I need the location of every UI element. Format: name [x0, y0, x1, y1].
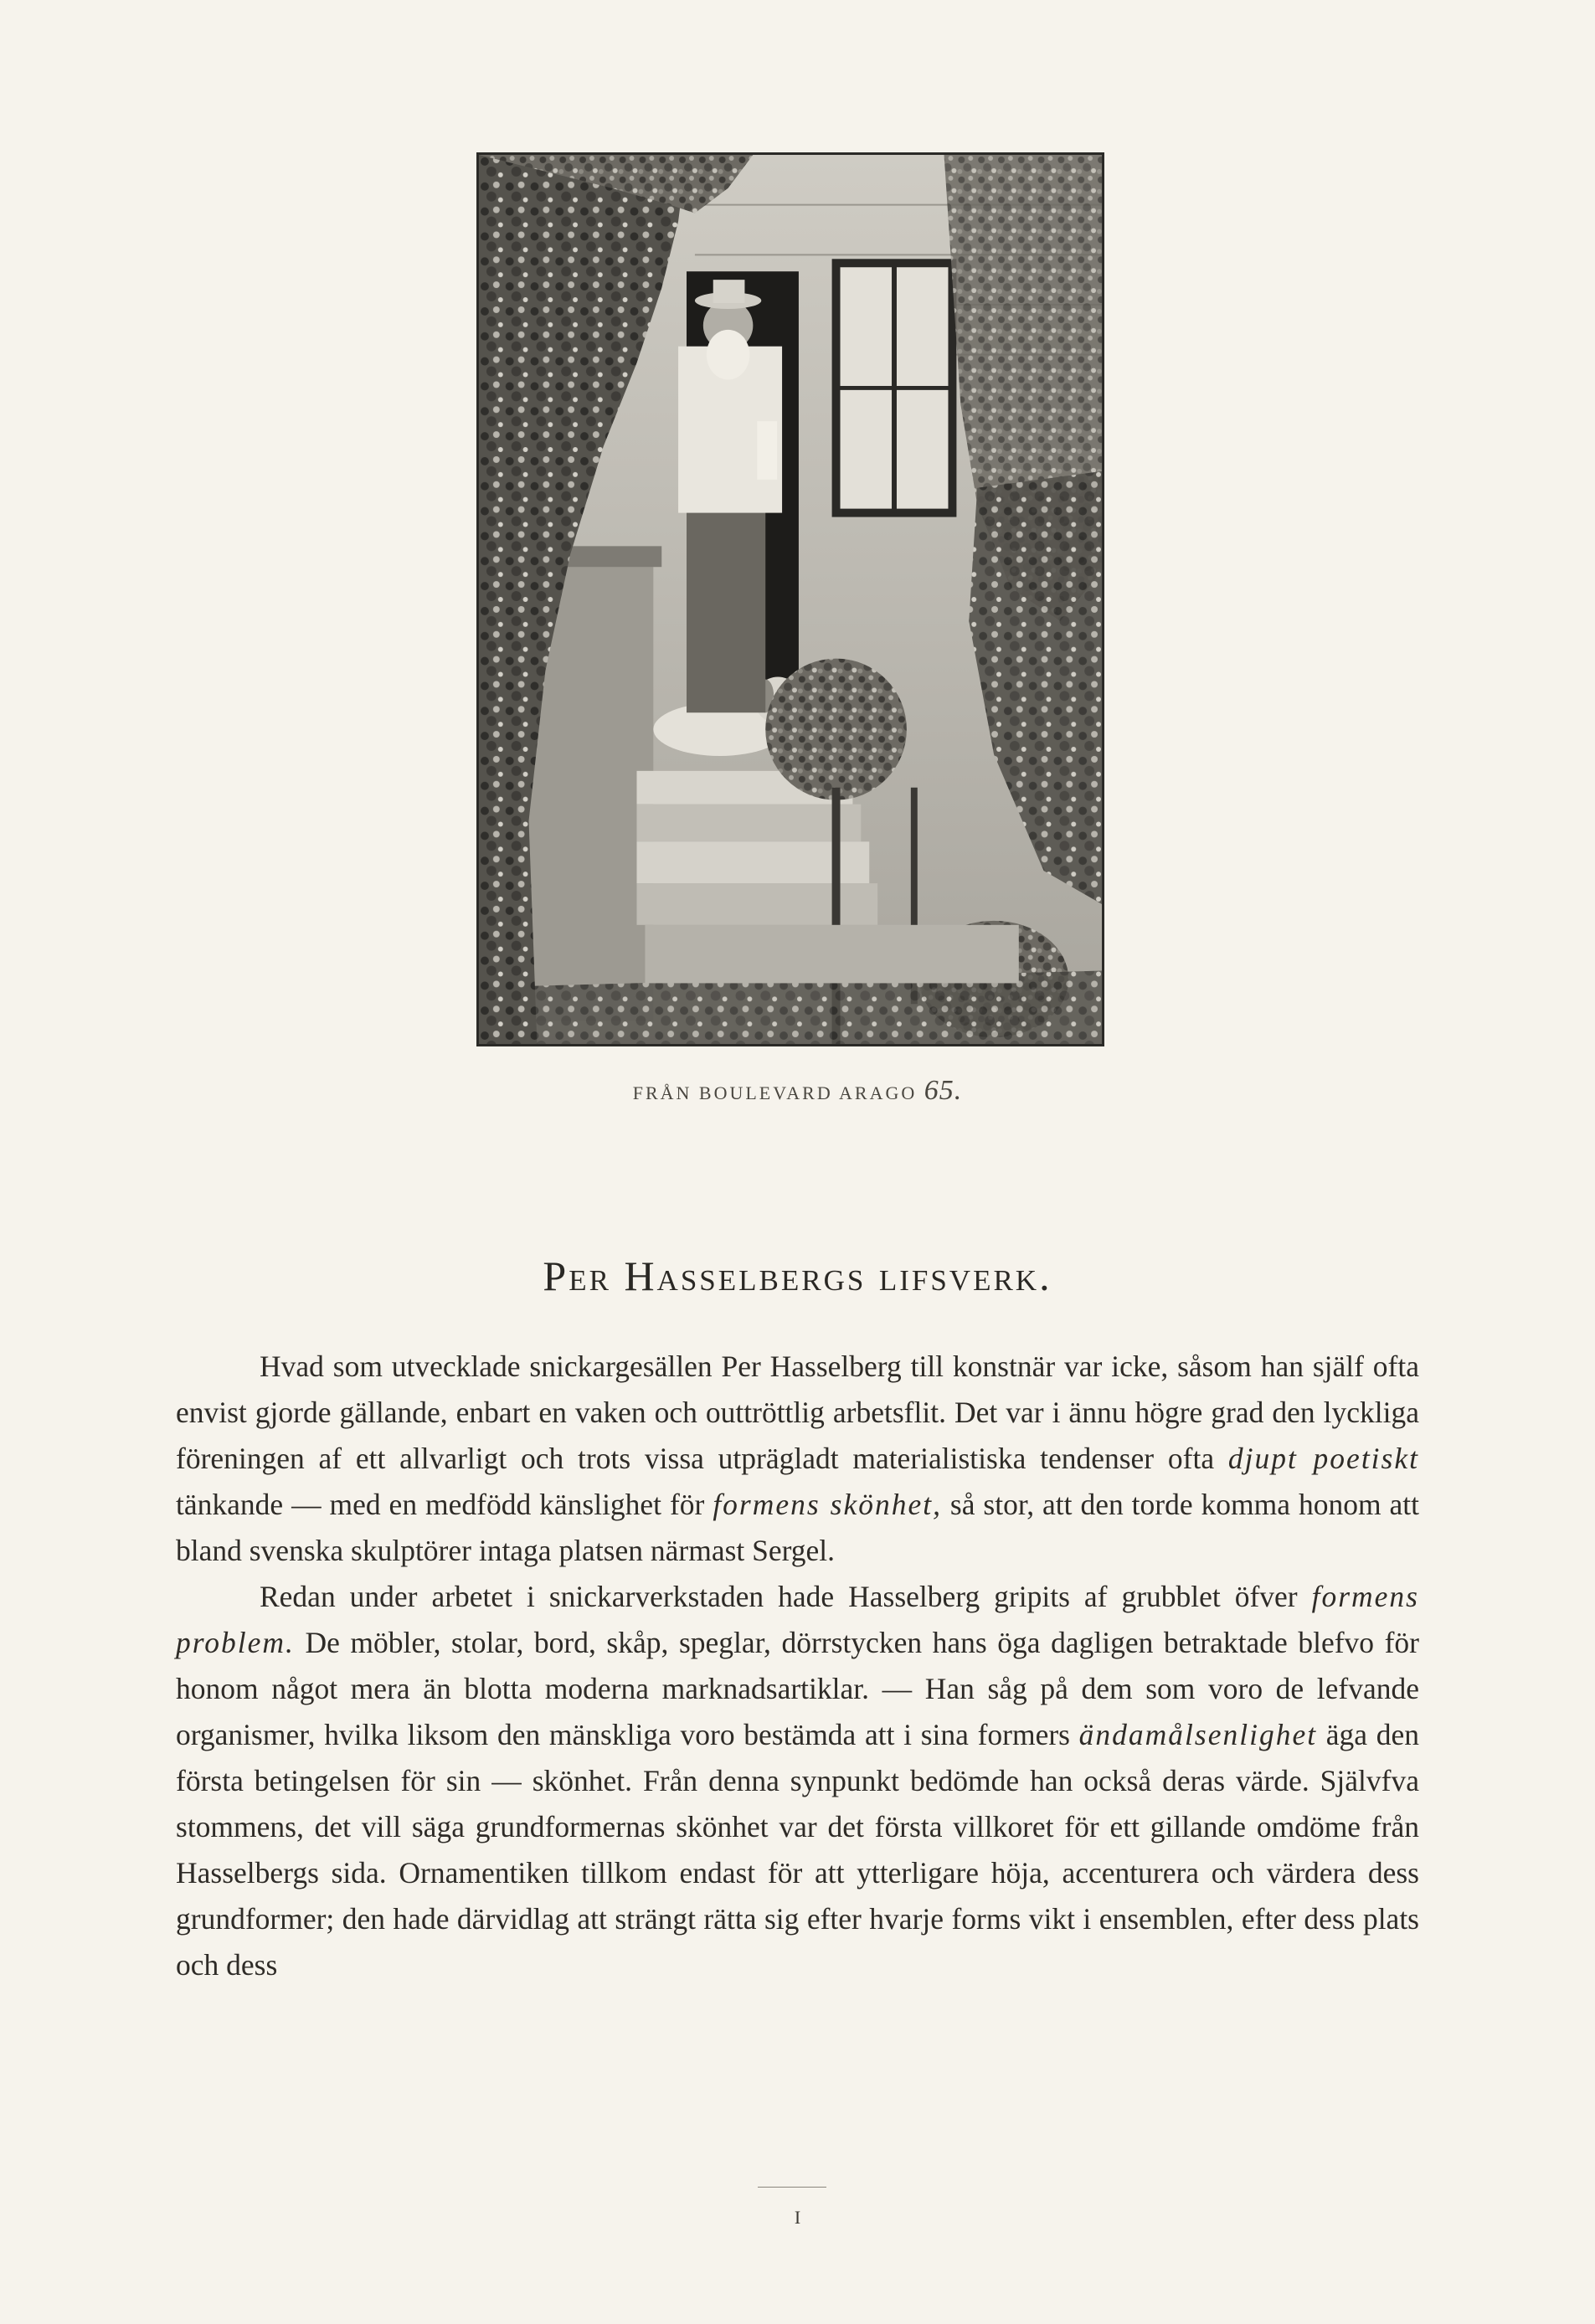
paragraph-1-emphasis-1: djupt poetiskt [1227, 1442, 1419, 1475]
paragraph-1 [176, 1344, 1419, 1574]
caption-text: FRÅN BOULEVARD ARAGO [632, 1082, 918, 1103]
plate-caption [0, 1075, 1595, 1107]
paragraph-2-emphasis-1: formens problem. [176, 1580, 1419, 1659]
paragraph-2-text-3: äga den första betingelsen för sin — skönhet. Från denna synpunkt bedömde han också deras värde. Självfva stommens, det vill säga grundformernas skönhet var det första villkoret för ett gillande omdöme från Hasselbergs sida. Ornamentiken tillkom endast för att ytterligare höja, accenturera och värdera dess grundformer; den hade därvidlag att strängt rätta sig efter hvarje forms vikt i ensemblen, efter dess plats och dess [176, 1718, 1419, 1982]
paragraph-2-text-2: De möbler, stolar, bord, skåp, speglar, dörrstycken hans öga dagligen betraktade blefvo för honom något mera än blotta moderna marknadsartiklar. — Han såg på dem som voro de lefvande organismer, hvilka liksom den mänskliga voro bestämda att i sina formers [176, 1626, 1419, 1751]
paragraph-1-text-1: Hvad som utvecklade snickargesällen Per Hasselberg till konstnär var icke, såsom han själf ofta envist gjorde gällande, enbart en vaken och outtröttlig arbetsflit. Det var i ännu högre grad den lyckliga föreningen af ett allvarligt och trots vissa utprägladt materialistiska tendenser ofta [176, 1350, 1419, 1475]
page-number: I [794, 2207, 801, 2228]
paragraph-2 [176, 1574, 1419, 1988]
chapter-title: Per Hasselbergs lifsverk. [543, 1252, 1052, 1299]
photograph-plate [476, 152, 1104, 1046]
garden-doorway-photograph [479, 155, 1102, 1044]
paragraph-2-text-1: Redan under arbetet i snickarverkstaden hade Hasselberg gripits af grubblet öfver [260, 1580, 1312, 1613]
paragraph-1-emphasis-2: formens skönhet, [713, 1488, 942, 1521]
folio-rule [758, 2187, 826, 2188]
paragraph-1-text-3: så stor, att den torde komma honom att bland svenska skulptörer intaga platsen närmast Sergel. [176, 1488, 1419, 1567]
paragraph-2-emphasis-2: ändamålsenlighet [1078, 1718, 1318, 1751]
caption-number: 65. [924, 1075, 963, 1106]
body-text [176, 1344, 1419, 1988]
paragraph-1-text-2: tänkande — med en medfödd känslighet för [176, 1488, 713, 1521]
